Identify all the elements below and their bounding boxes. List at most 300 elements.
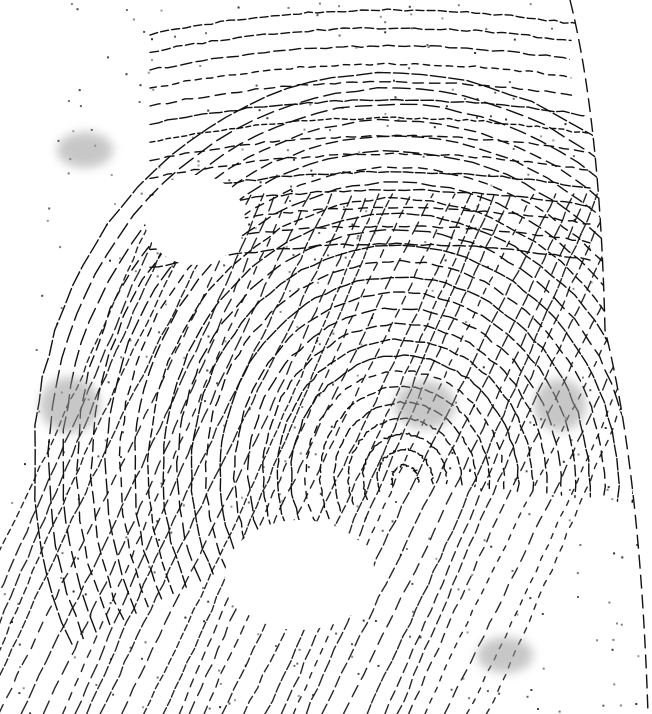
pore-dot bbox=[620, 705, 622, 707]
pore-dot bbox=[513, 98, 515, 100]
pore-dot bbox=[198, 165, 200, 167]
pore-dot bbox=[446, 105, 448, 107]
pore-dot bbox=[230, 506, 232, 508]
pore-dot bbox=[106, 224, 108, 226]
pore-dot bbox=[551, 28, 553, 30]
pore-dot bbox=[289, 271, 291, 273]
pore-dot bbox=[458, 588, 460, 590]
pore-dot bbox=[327, 254, 329, 256]
pore-dot bbox=[228, 179, 230, 181]
pore-dot bbox=[140, 84, 142, 86]
pore-dot bbox=[199, 65, 201, 67]
pore-dot bbox=[276, 175, 278, 177]
pore-dot bbox=[637, 655, 639, 657]
pore-dot bbox=[154, 571, 156, 573]
ridge-line bbox=[234, 292, 576, 555]
pore-dot bbox=[139, 101, 141, 103]
pore-dot bbox=[357, 348, 359, 350]
pore-dot bbox=[615, 154, 617, 156]
pore-dot bbox=[51, 595, 53, 597]
pore-dot bbox=[505, 119, 507, 121]
pore-dot bbox=[245, 665, 247, 667]
pore-dot bbox=[343, 206, 345, 208]
pore-dot bbox=[646, 370, 648, 372]
pore-dot bbox=[411, 583, 413, 585]
pore-dot bbox=[608, 486, 610, 488]
pore-dot bbox=[318, 394, 320, 396]
pore-dot bbox=[458, 4, 460, 6]
ridge-line bbox=[150, 9, 590, 35]
pore-dot bbox=[82, 631, 84, 633]
pore-dot bbox=[19, 644, 21, 646]
pore-dot bbox=[291, 190, 293, 192]
pore-dot bbox=[406, 548, 408, 550]
pore-dot bbox=[329, 129, 331, 131]
ridge-line bbox=[425, 194, 652, 714]
pore-dot bbox=[288, 7, 290, 9]
pore-dot bbox=[589, 248, 591, 250]
pore-dot bbox=[509, 81, 511, 83]
pore-dot bbox=[574, 219, 576, 221]
blank-patch bbox=[145, 175, 245, 265]
pore-dot bbox=[529, 597, 531, 599]
pore-dot bbox=[151, 59, 153, 61]
pore-dot bbox=[293, 665, 295, 667]
pore-dot bbox=[380, 16, 382, 18]
pore-dot bbox=[248, 502, 250, 504]
pore-dot bbox=[409, 6, 411, 8]
pore-dot bbox=[577, 596, 579, 598]
pore-dot bbox=[552, 139, 554, 141]
pore-dot bbox=[384, 113, 386, 115]
pore-dot bbox=[411, 27, 413, 29]
pore-dot bbox=[48, 441, 50, 443]
pore-dot bbox=[238, 7, 240, 9]
pore-dot bbox=[358, 673, 360, 675]
pore-dot bbox=[229, 703, 231, 705]
pore-dot bbox=[242, 149, 244, 151]
ridge-line bbox=[263, 323, 547, 543]
pore-dot bbox=[591, 282, 593, 284]
pore-dot bbox=[559, 711, 561, 713]
pore-dot bbox=[580, 233, 582, 235]
pore-dot bbox=[22, 216, 24, 218]
pore-dot bbox=[89, 615, 91, 617]
pore-dot bbox=[471, 574, 473, 576]
pore-dot bbox=[48, 208, 50, 210]
pore-dot bbox=[355, 47, 357, 49]
pore-dot bbox=[635, 703, 637, 705]
pore-dot bbox=[529, 422, 531, 424]
pore-dot bbox=[332, 333, 334, 335]
pore-dot bbox=[488, 174, 490, 176]
pore-dot bbox=[80, 105, 82, 107]
pore-dot bbox=[611, 498, 613, 500]
pore-dot bbox=[602, 705, 604, 707]
ridge-line bbox=[150, 135, 590, 161]
pore-dot bbox=[312, 694, 314, 696]
pore-dot bbox=[517, 614, 519, 616]
pore-dot bbox=[157, 252, 159, 254]
pore-dot bbox=[360, 344, 362, 346]
pore-dot bbox=[91, 129, 93, 131]
pore-dot bbox=[378, 665, 380, 667]
pore-dot bbox=[293, 254, 295, 256]
pore-dot bbox=[71, 3, 73, 5]
pore-dot bbox=[0, 429, 2, 431]
ridge-line bbox=[397, 194, 634, 714]
ridge-line bbox=[150, 28, 590, 53]
pore-dot bbox=[512, 570, 514, 572]
pore-dot bbox=[7, 374, 9, 376]
pore-dot bbox=[589, 389, 591, 391]
pore-dot bbox=[56, 323, 58, 325]
pore-dot bbox=[527, 696, 529, 698]
pore-dot bbox=[537, 708, 539, 710]
pore-dot bbox=[395, 96, 397, 98]
pore-dot bbox=[77, 8, 79, 10]
pore-dot bbox=[432, 290, 434, 292]
pore-dot bbox=[119, 257, 121, 259]
pore-dot bbox=[314, 259, 316, 261]
pore-dot bbox=[183, 357, 185, 359]
pore-dot bbox=[296, 326, 298, 328]
pore-dot bbox=[41, 295, 43, 297]
pore-dot bbox=[606, 200, 608, 202]
pore-dot bbox=[255, 227, 257, 229]
pore-dot bbox=[241, 497, 243, 499]
pore-dot bbox=[487, 266, 489, 268]
pore-dot bbox=[424, 241, 426, 243]
pore-dot bbox=[565, 123, 567, 125]
pore-dot bbox=[32, 96, 34, 98]
pore-dot bbox=[208, 336, 210, 338]
pore-dot bbox=[357, 235, 359, 237]
pore-dot bbox=[148, 566, 150, 568]
pore-dot bbox=[220, 683, 222, 685]
pore-dot bbox=[279, 493, 281, 495]
pore-dot bbox=[612, 649, 614, 651]
pore-dot bbox=[409, 636, 411, 638]
pore-dot bbox=[19, 149, 21, 151]
pore-dot bbox=[490, 185, 492, 187]
pore-dot bbox=[380, 463, 382, 465]
pore-dot bbox=[331, 426, 333, 428]
pore-dot bbox=[464, 98, 466, 100]
pore-dot bbox=[216, 382, 218, 384]
pore-dot bbox=[111, 174, 113, 176]
pore-dot bbox=[474, 52, 476, 54]
ridge-line bbox=[222, 194, 471, 714]
pore-dot bbox=[608, 602, 610, 604]
pore-dot bbox=[365, 517, 367, 519]
pore-dot bbox=[130, 647, 132, 649]
pore-dot bbox=[286, 246, 288, 248]
pore-dot bbox=[259, 109, 261, 111]
pore-dot bbox=[533, 424, 535, 426]
pore-dot bbox=[620, 270, 622, 272]
pore-dot bbox=[8, 173, 10, 175]
pore-dot bbox=[19, 666, 21, 668]
pore-dot bbox=[388, 330, 390, 332]
smudge bbox=[477, 637, 533, 673]
pore-dot bbox=[151, 38, 153, 40]
ridge-line bbox=[179, 194, 411, 714]
pore-dot bbox=[198, 160, 200, 162]
pore-dot bbox=[530, 3, 532, 5]
pore-dot bbox=[315, 453, 317, 455]
pore-dot bbox=[514, 479, 516, 481]
pore-dot bbox=[525, 252, 527, 254]
pore-dot bbox=[171, 266, 173, 268]
ridge-line bbox=[367, 194, 597, 714]
pore-dot bbox=[11, 621, 13, 623]
pore-dot bbox=[579, 544, 581, 546]
pore-dot bbox=[133, 19, 135, 21]
pore-dot bbox=[18, 692, 20, 694]
pore-dot bbox=[582, 377, 584, 379]
pore-dot bbox=[36, 349, 38, 351]
pore-dot bbox=[410, 13, 412, 15]
pore-dot bbox=[37, 186, 39, 188]
pore-dot bbox=[66, 493, 68, 495]
pore-dot bbox=[596, 639, 598, 641]
pore-dot bbox=[477, 98, 479, 100]
pore-dot bbox=[626, 206, 628, 208]
pore-dot bbox=[141, 193, 143, 195]
pore-dot bbox=[301, 406, 303, 408]
pore-dot bbox=[223, 425, 225, 427]
pore-dot bbox=[573, 454, 575, 456]
blank-patch bbox=[0, 0, 75, 95]
pore-dot bbox=[382, 530, 384, 532]
pore-dot bbox=[114, 203, 116, 205]
pore-dot bbox=[174, 36, 176, 38]
pore-dot bbox=[468, 697, 470, 699]
pore-dot bbox=[74, 656, 76, 658]
pore-dot bbox=[234, 699, 236, 701]
pore-dot bbox=[455, 402, 457, 404]
pore-dot bbox=[112, 694, 114, 696]
pore-dot bbox=[58, 140, 60, 142]
pore-dot bbox=[309, 104, 311, 106]
pore-dot bbox=[449, 467, 451, 469]
pore-dot bbox=[476, 205, 478, 207]
pore-dot bbox=[342, 107, 344, 109]
pore-dot bbox=[384, 31, 386, 33]
pore-dot bbox=[573, 155, 575, 157]
pore-dot bbox=[358, 151, 360, 153]
pore-dot bbox=[157, 677, 159, 679]
pore-dot bbox=[632, 367, 634, 369]
blank-patch bbox=[225, 520, 375, 630]
pore-dot bbox=[192, 137, 194, 139]
pore-dot bbox=[14, 220, 16, 222]
pore-dot bbox=[184, 617, 186, 619]
pore-dot bbox=[219, 706, 221, 708]
pore-dot bbox=[487, 690, 489, 692]
pore-dot bbox=[569, 489, 571, 491]
pore-dot bbox=[530, 689, 532, 691]
pore-dot bbox=[490, 115, 492, 117]
ridge-line bbox=[322, 194, 574, 714]
pore-dot bbox=[298, 288, 300, 290]
pore-dot bbox=[435, 558, 437, 560]
pore-dot bbox=[480, 488, 482, 490]
pore-dot bbox=[158, 539, 160, 541]
pore-dot bbox=[628, 176, 630, 178]
ridge-line bbox=[0, 194, 252, 714]
pore-dot bbox=[375, 620, 377, 622]
ridge-line bbox=[363, 433, 448, 499]
pore-dot bbox=[319, 3, 321, 5]
pore-dot bbox=[423, 156, 425, 158]
ridge-line bbox=[486, 194, 652, 714]
pore-dot bbox=[612, 639, 614, 641]
pore-dot bbox=[33, 233, 35, 235]
ridge-line bbox=[144, 194, 379, 714]
pore-dot bbox=[490, 546, 492, 548]
pore-dot bbox=[320, 493, 322, 495]
pore-dot bbox=[312, 175, 314, 177]
pore-dot bbox=[218, 670, 220, 672]
pore-dot bbox=[95, 684, 97, 686]
pore-dot bbox=[451, 689, 453, 691]
pore-dot bbox=[552, 495, 554, 497]
pore-dot bbox=[420, 636, 422, 638]
pore-dot bbox=[40, 176, 42, 178]
pore-dot bbox=[607, 489, 609, 491]
pore-dot bbox=[345, 257, 347, 259]
pore-dot bbox=[339, 35, 341, 37]
pore-dot bbox=[300, 103, 302, 105]
pore-dot bbox=[317, 14, 319, 16]
pore-dot bbox=[120, 356, 122, 358]
ridge-line bbox=[150, 81, 590, 106]
pore-dot bbox=[145, 641, 147, 643]
pore-dot bbox=[400, 554, 402, 556]
pore-dot bbox=[38, 411, 40, 413]
pore-dot bbox=[577, 572, 579, 574]
pore-dot bbox=[165, 304, 167, 306]
pore-dot bbox=[79, 89, 81, 91]
pore-dot bbox=[263, 466, 265, 468]
pore-dot bbox=[310, 170, 312, 172]
pore-dot bbox=[287, 149, 289, 151]
pore-dot bbox=[621, 301, 623, 303]
pore-dot bbox=[452, 89, 454, 91]
pore-dot bbox=[23, 687, 25, 689]
pore-dot bbox=[161, 10, 163, 12]
pore-dot bbox=[467, 631, 469, 633]
pore-dot bbox=[289, 290, 291, 292]
pore-dot bbox=[223, 264, 225, 266]
pore-dot bbox=[110, 602, 112, 604]
pore-dot bbox=[332, 384, 334, 386]
pore-dot bbox=[209, 708, 211, 710]
pore-dot bbox=[85, 593, 87, 595]
pore-dot bbox=[207, 601, 209, 603]
pore-dot bbox=[469, 470, 471, 472]
pore-dot bbox=[363, 620, 365, 622]
pore-dot bbox=[393, 80, 395, 82]
pore-dot bbox=[202, 587, 204, 589]
pore-dot bbox=[257, 633, 259, 635]
pore-dot bbox=[569, 519, 571, 521]
pore-dot bbox=[428, 46, 430, 48]
pore-dot bbox=[645, 530, 647, 532]
pore-dot bbox=[412, 611, 414, 613]
pore-dot bbox=[485, 28, 487, 30]
pore-dot bbox=[571, 439, 573, 441]
pore-dot bbox=[78, 498, 80, 500]
pore-dot bbox=[299, 649, 301, 651]
pore-dot bbox=[473, 405, 475, 407]
pore-dot bbox=[126, 73, 128, 75]
pore-dot bbox=[97, 455, 99, 457]
pore-dot bbox=[203, 620, 205, 622]
pore-dot bbox=[56, 86, 58, 88]
pore-dot bbox=[296, 663, 298, 665]
pore-dot bbox=[34, 290, 36, 292]
pore-dot bbox=[563, 461, 565, 463]
pore-dot bbox=[357, 237, 359, 239]
pore-dot bbox=[183, 504, 185, 506]
pore-dot bbox=[290, 186, 292, 188]
pore-dot bbox=[384, 21, 386, 23]
pore-dot bbox=[110, 658, 112, 660]
pore-dot bbox=[225, 341, 227, 343]
pore-dot bbox=[158, 331, 160, 333]
pore-dot bbox=[483, 366, 485, 368]
pore-dot bbox=[613, 683, 615, 685]
pore-dot bbox=[17, 603, 19, 605]
pore-dot bbox=[357, 505, 359, 507]
ridge-line bbox=[391, 464, 419, 486]
pore-dot bbox=[318, 232, 320, 234]
pore-dot bbox=[232, 605, 234, 607]
pore-dot bbox=[373, 232, 375, 234]
pore-dot bbox=[428, 538, 430, 540]
pore-dot bbox=[408, 67, 410, 69]
pore-dot bbox=[63, 451, 65, 453]
pore-dot bbox=[47, 220, 49, 222]
pore-dot bbox=[451, 252, 453, 254]
pore-dot bbox=[335, 633, 337, 635]
ridge-line bbox=[150, 45, 590, 70]
pore-dot bbox=[352, 224, 354, 226]
pore-dot bbox=[108, 381, 110, 383]
pore-dot bbox=[338, 5, 340, 7]
pore-dot bbox=[300, 453, 302, 455]
pore-dot bbox=[60, 577, 62, 579]
pore-dot bbox=[621, 624, 623, 626]
pore-dot bbox=[488, 457, 490, 459]
pore-dot bbox=[68, 172, 70, 174]
smudge bbox=[395, 381, 455, 429]
pore-dot bbox=[135, 270, 137, 272]
pore-dot bbox=[484, 539, 486, 541]
pore-dot bbox=[514, 39, 516, 41]
pore-dot bbox=[605, 427, 607, 429]
pore-dot bbox=[392, 520, 394, 522]
pore-dot bbox=[256, 85, 258, 87]
pore-dot bbox=[161, 483, 163, 485]
pore-dot bbox=[527, 174, 529, 176]
pore-dot bbox=[109, 260, 111, 262]
pore-dot bbox=[73, 591, 75, 593]
pore-dot bbox=[72, 130, 74, 132]
